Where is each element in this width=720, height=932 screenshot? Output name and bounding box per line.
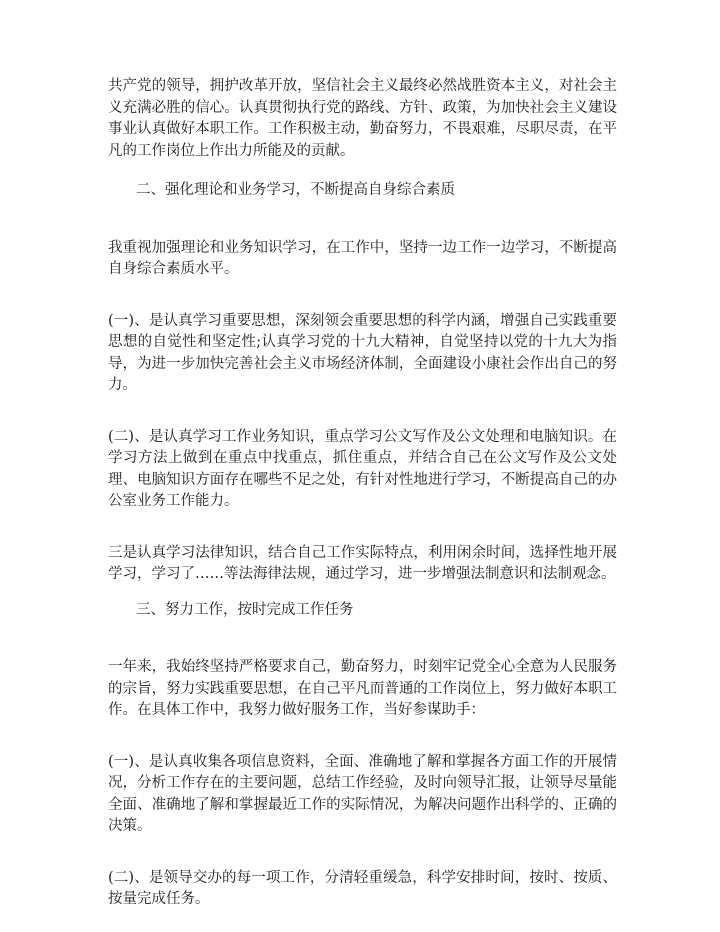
section-heading-2: 二、强化理论和业务学习，不断提高自身综合素质 <box>136 182 455 198</box>
paragraph-work-item-1: (一)、是认真收集各项信息资料，全面、准确地了解和掌握各方面工作的开展情况，分析工作存在的主要问题，总结工作经验，及时向领导汇报，让领导尽量能全面、准确地了解和掌握最近工作的实际情况，为解决问题作出科学的、正确的决策。 <box>108 753 617 834</box>
paragraph-work-summary: 一年来，我始终坚持严格要求自己，勤奋努力，时刻牢记党全心全意为人民服务的宗旨，努力实践重要思想，在自己平凡而普通的工作岗位上，努力做好本职工作。在具体工作中，我努力做好服务工作，当好参谋助手： <box>108 659 617 718</box>
paragraph-work-item-2: (二)、是领导交办的每一项工作，分清轻重缓急，科学安排时间，按时、按质、按量完成任务。 <box>108 869 617 907</box>
paragraph-study-summary: 我重视加强理论和业务知识学习，在工作中，坚持一边工作一边学习，不断提高自身综合素质水平。 <box>108 239 617 277</box>
paragraph-intro: 共产党的领导，拥护改革开放，坚信社会主义最终必然战胜资本主义，对社会主义充满必胜的信心。认真贯彻执行党的路线、方针、政策，为加快社会主义建设事业认真做好本职工作。工作积极主动，勤奋努力，不畏艰难，尽职尽责，在平凡的工作岗位上作出力所能及的贡献。 <box>108 78 617 159</box>
paragraph-study-item-3: 三是认真学习法律知识，结合自己工作实际特点，利用闲余时间，选择性地开展学习，学习了……等法海律法规，通过学习，进一步增强法制意识和法制观念。 <box>108 544 617 582</box>
paragraph-study-item-2: (二)、是认真学习工作业务知识，重点学习公文写作及公文处理和电脑知识。在学习方法上做到在重点中找重点，抓住重点，并结合自己在公文写作及公文处理、电脑知识方面存在哪些不足之处，有针对性地进行学习，不断提高自己的办公室业务工作能力。 <box>108 428 617 509</box>
paragraph-study-item-1: (一)、是认真学习重要思想，深刻领会重要思想的科学内涵，增强自己实践重要思想的自觉性和坚定性;认真学习党的十九大精神，自觉坚持以党的十九大为指导，为进一步加快完善社会主义市场经济体制，全面建设小康社会作出自己的努力。 <box>108 312 617 393</box>
section-heading-3: 三、努力工作，按时完成工作任务 <box>136 601 354 618</box>
